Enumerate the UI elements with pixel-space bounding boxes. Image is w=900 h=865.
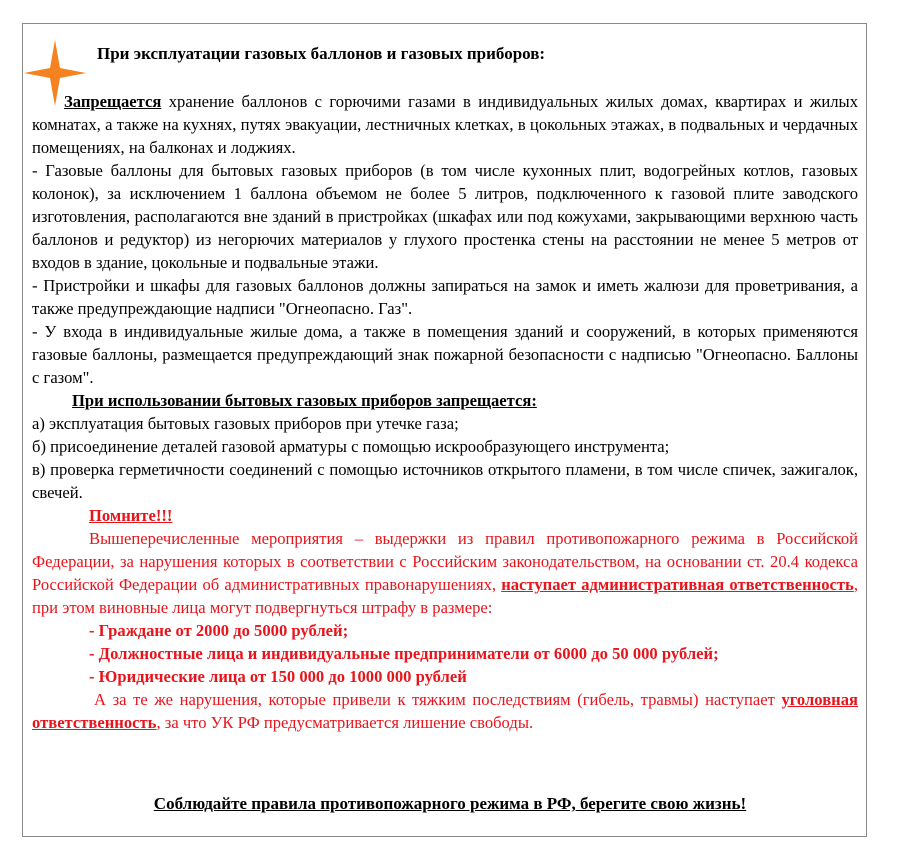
criminal-liability-paragraph: А за те же нарушения, которые привели к тяжким последствиям (гибель, травмы) наступает уголовная ответственность, за что УК РФ предусматривается лишение свободы. (32, 690, 858, 732)
fine-legal-entities: - Юридические лица от 150 000 до 1000 000 рублей (89, 667, 467, 686)
remember-heading: Помните!!! (89, 506, 173, 525)
gas-cylinders-placement-paragraph: - Газовые баллоны для бытовых газовых приборов (в том числе кухонных плит, водогрейных котлов, газовых колонок), за исключением 1 баллона объемом не более 5 литров, подключенного к газовой плите заводского изготовления, располагаются вне зданий в пристройках (шкафах или под кожухами, закрывающими верхнюю часть баллонов и редуктор) из негорючих материалов у глухого простенка стены на расстоянии не менее 5 метров от входов в здание, цокольные и подвальные этажи. (32, 161, 858, 272)
fine-officials: - Должностные лица и индивидуальные предприниматели от 6000 до 50 000 рублей; (89, 644, 719, 663)
prohibition-storage-paragraph: Запрещается хранение баллонов с горючими газами в индивидуальных жилых домах, квартирах и жилых комнатах, а также на кухнях, путях эвакуации, лестничных клетках, в цокольных этажах, в подвальных и чердачных помещениях, на балконах и лоджиях. (32, 92, 858, 157)
page-title: При эксплуатации газовых баллонов и газовых приборов: (97, 44, 546, 63)
appliance-rule-item: а) эксплуатация бытовых газовых приборов при утечке газа; (32, 414, 459, 433)
appliance-rule-item: в) проверка герметичности соединений с помощью источников открытого пламени, в том числе спичек, зажигалок, свечей. (32, 460, 858, 502)
appliance-rule-item: б) присоединение деталей газовой арматуры с помощью искрообразующего инструмента; (32, 437, 670, 456)
admin-liability-highlight: наступает административная ответственность (501, 575, 854, 594)
remember-paragraph: Вышеперечисленные мероприятия – выдержки из правил противопожарного режима в Российской Федерации, за нарушения которых в соответствии с Российским законодательством, на основании ст. 20.4 кодекса Российской Федерации об административных правонарушениях, наступает административная ответственность, при этом виновные лица могут подвергнуться штрафу в размере: (32, 529, 858, 617)
criminal-liability-highlight: уголовная ответственность (32, 690, 858, 732)
prohibited-keyword: Запрещается (64, 92, 162, 111)
appliances-heading: При использовании бытовых газовых приборов запрещается: (72, 391, 537, 410)
footer-slogan: Соблюдайте правила противопожарного режима в РФ, берегите свою жизнь! (153, 794, 747, 813)
warning-sign-paragraph: - У входа в индивидуальные жилые дома, а также в помещения зданий и сооружений, в которых применяются газовые баллоны, размещается предупреждающий знак пожарной безопасности с надписью "Огнеопасно. Баллоны с газом". (32, 322, 858, 387)
fine-citizens: - Граждане от 2000 до 5000 рублей; (89, 621, 349, 640)
document-body (32, 90, 858, 734)
cabinets-locking-paragraph: - Пристройки и шкафы для газовых баллонов должны запираться на замок и иметь жалюзи для проветривания, а также предупреждающие надписи "Огнеопасно. Газ". (32, 276, 858, 318)
